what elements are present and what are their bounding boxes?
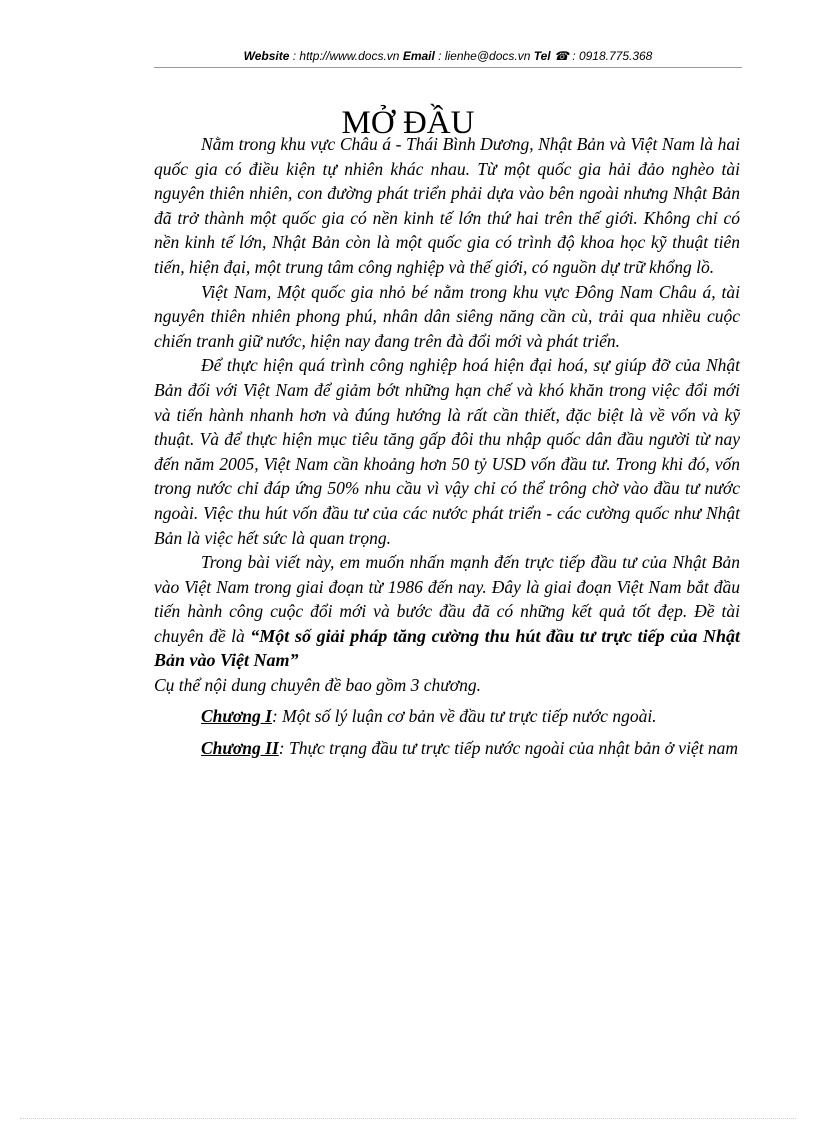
chapter-2-text: : Thực trạng đầu tư trực tiếp nước ngoài của nhật bản ở việt nam [278,737,739,758]
chapter-1-line [154,702,740,730]
paragraph-1: Nằm trong khu vực Châu á - Thái Bình Dương, Nhật Bản và Việt Nam là hai quốc gia có điều kiện tự nhiên khác nhau. Từ một quốc gia hải đảo nghèo tài nguyên thiên nhiên, con đường phát triển phải dựa vào bên ngoài nhưng Nhật Bản đã trở thành một quốc gia có nền kinh tế lớn thứ hai trên thế giới. Không chỉ có nền kinh tế lớn, Nhật Bản còn là một quốc gia có trình độ khoa học kỹ thuật tiên tiến, hiện đại, một trung tâm công nghiệp và thế giới, có nguồn dự trữ khổng lồ. [154,134,740,277]
chapter-2-line [154,734,740,762]
website-label: Website [243,49,290,63]
paragraph-2: Việt Nam, Một quốc gia nhỏ bé nằm trong khu vực Đông Nam Châu á, tài nguyên thiên nhiên phong phú, nhân dân siêng năng cần cù, trải qua nhiều cuộc chiến tranh giữ nước, hiện nay đang trên đà đổi mới và phát triển. [154,281,740,351]
email-label: Email [402,49,435,63]
page-header [154,47,742,68]
chapter-1-label: Chương I [201,705,272,726]
chapter-2-label: Chương II [201,737,279,758]
paragraph-4-text: Trong bài viết này, em muốn nhấn mạnh đến trực tiếp đầu tư của Nhật Bản vào Việt Nam trong giai đoạn từ 1986 đến nay. Đây là giai đoạn Việt Nam bắt đầu tiến hành công cuộc đổi mới và bước đầu đã có những kết quả tốt đẹp. Đề tài chuyên đề là [154,552,740,646]
thesis-topic: “Một số giải pháp tăng cường thu hút đầu tư trực tiếp của Nhật Bản vào Việt Nam” [154,625,740,671]
tel-label: Tel [533,49,551,63]
email-value[interactable]: : lienhe@docs.vn [434,49,534,63]
phone-icon: ☎ [553,49,569,63]
footer-divider [20,1118,796,1119]
paragraph-5: Cụ thể nội dung chuyên đề bao gồm 3 chương. [154,675,482,696]
page-title: MỞ ĐẦU [341,105,475,141]
paragraph-3: Để thực hiện quá trình công nghiệp hoá hiện đại hoá, sự giúp đỡ của Nhật Bản đối với Việt Nam để giảm bớt những hạn chế và khó khăn trong việc đổi mới và tiến hành nhanh hơn và đúng hướng là rất cần thiết, đặc biệt là về vốn và kỹ thuật. Và để thực hiện mục tiêu tăng gấp đôi thu nhập quốc dân đầu người từ nay đến năm 2005, Việt Nam cần khoảng hơn 50 tỷ USD vốn đầu tư. Trong khi đó, vốn trong nước chỉ đáp ứng 50% nhu cầu vì vậy chỉ có thể trông chờ vào đầu tư nước ngoài. Việc thu hút vốn đầu tư của các nước phát triển - các cường quốc như Nhật Bản là việc hết sức là quan trọng. [154,355,740,548]
paragraph-4 [154,550,740,673]
chapter-1-text: : Một số lý luận cơ bản về đầu tư trực tiếp nước ngoài. [271,705,657,726]
tel-value: : 0918.775.368 [568,49,653,63]
document-body [154,132,740,762]
website-value[interactable]: : http://www.docs.vn [289,49,403,63]
